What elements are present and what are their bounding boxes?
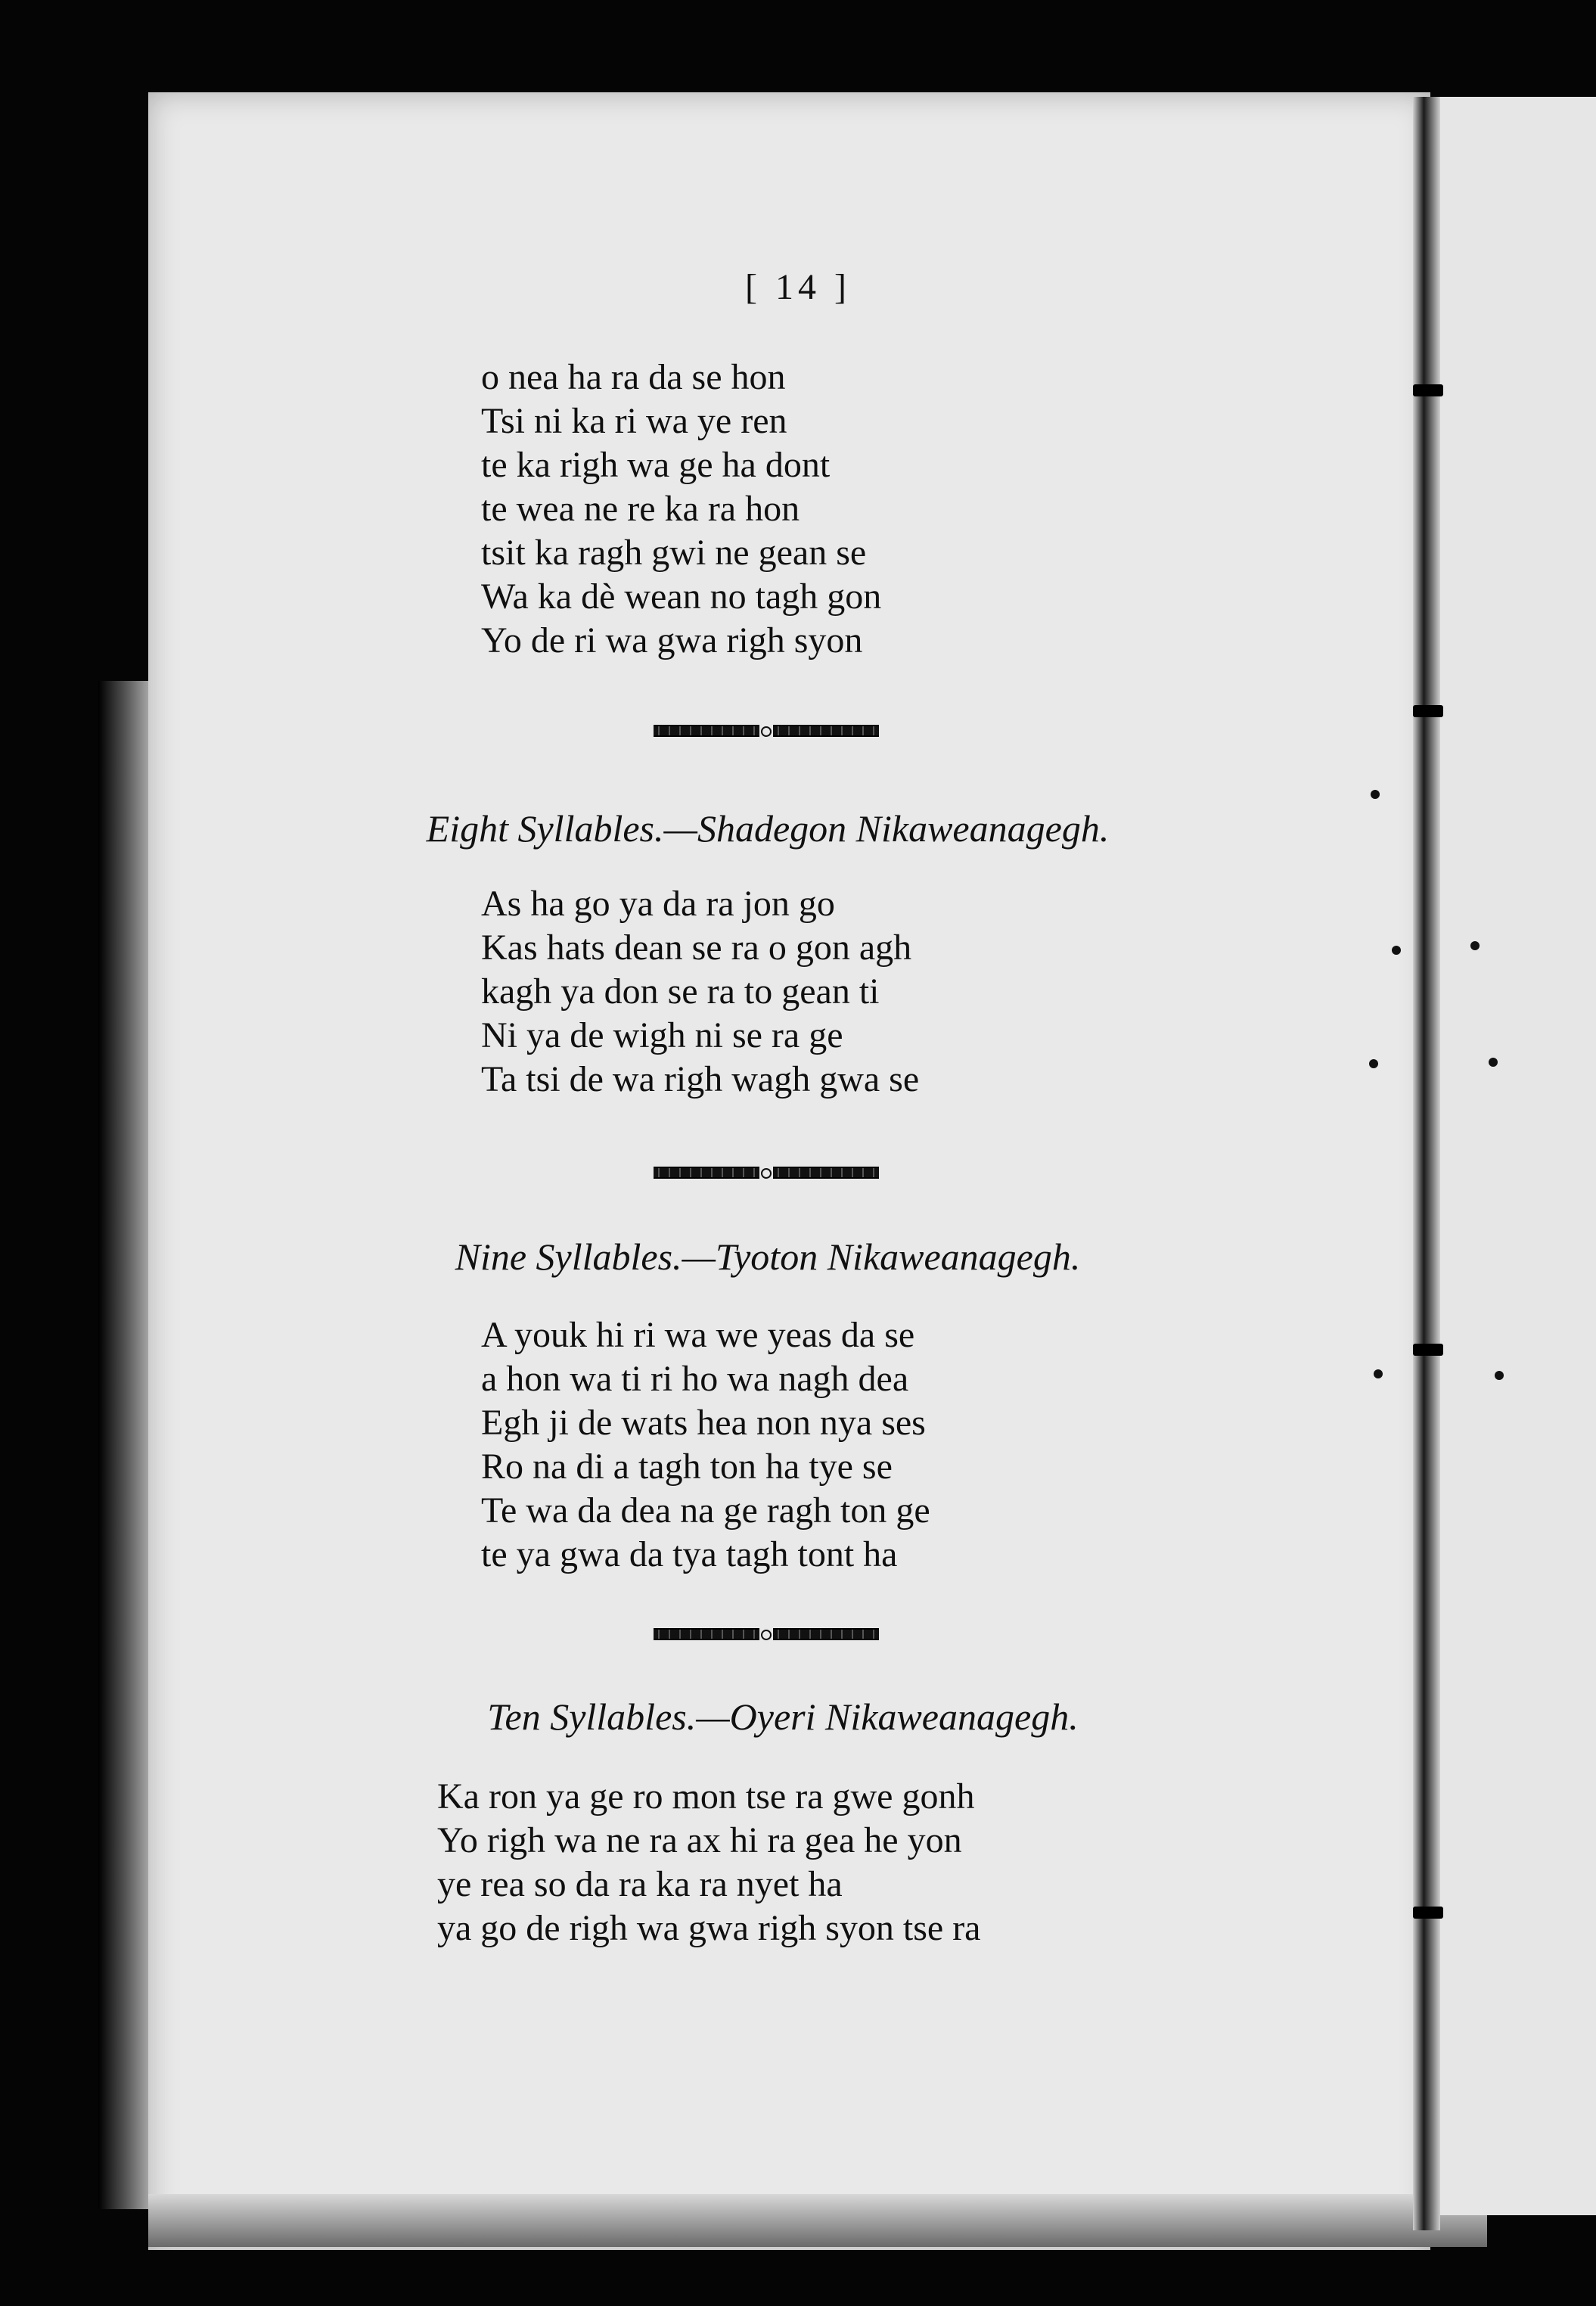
ink-speck: [1489, 1058, 1498, 1067]
section-heading: Eight Syllables.—Shadegon Nikaweanagegh.: [426, 807, 1110, 850]
verse-line: Te wa da dea na ge ragh ton ge: [481, 1490, 930, 1531]
verse-line: Ka ron ya ge ro mon tse ra gwe gonh: [437, 1776, 975, 1817]
ink-speck: [1495, 1371, 1504, 1380]
verse-line: As ha go ya da ra jon go: [481, 884, 835, 924]
verse-line: Yo de ri wa gwa righ syon: [481, 620, 863, 660]
ink-speck: [1374, 1369, 1383, 1378]
verse-line: Ni ya de wigh ni se ra ge: [481, 1015, 843, 1055]
verse-line: A youk hi ri wa we yeas da se: [481, 1315, 915, 1355]
verse-line: ya go de righ wa gwa righ syon tse ra: [437, 1908, 981, 1948]
verse-line: kagh ya don se ra to gean ti: [481, 971, 880, 1012]
verse-line: Yo righ wa ne ra ax hi ra gea he yon: [437, 1820, 962, 1860]
ornamental-rule: [654, 720, 879, 737]
ink-speck: [1371, 790, 1380, 799]
ink-speck: [1369, 1059, 1378, 1068]
verse-line: te ka righ wa ge ha dont: [481, 445, 831, 485]
binding-stitch: [1413, 705, 1443, 717]
page-number: [ 14 ]: [745, 267, 851, 307]
verse-block-3: [481, 1313, 930, 1577]
verse-line: o nea ha ra da se hon: [481, 357, 786, 397]
binding-stitch: [1413, 1344, 1443, 1356]
verse-line: te ya gwa da tya tagh tont ha: [481, 1534, 898, 1574]
verse-line: tsit ka ragh gwi ne gean se: [481, 533, 867, 573]
verse-line: Egh ji de wats hea non nya ses: [481, 1403, 926, 1443]
verse-line: Wa ka dè wean no tagh gon: [481, 576, 882, 617]
verse-line: Tsi ni ka ri wa ye ren: [481, 401, 787, 441]
verse-block-2: [481, 882, 919, 1102]
verse-line: a hon wa ti ri ho wa nagh dea: [481, 1359, 909, 1399]
ink-speck: [1392, 946, 1401, 955]
ink-speck: [1470, 941, 1480, 950]
verse-line: Kas hats dean se ra o gon agh: [481, 928, 912, 968]
verse-line: te wea ne re ka ra hon: [481, 489, 800, 529]
section-heading: Ten Syllables.—Oyeri Nikaweanagegh.: [487, 1695, 1079, 1738]
verse-line: Ro na di a tagh ton ha tye se: [481, 1447, 893, 1487]
verse-block-1: [481, 356, 881, 663]
verse-line: ye rea so da ra ka ra nyet ha: [437, 1864, 843, 1904]
section-heading: Nine Syllables.—Tyoton Nikaweanagegh.: [455, 1235, 1081, 1278]
verse-block-4: [437, 1775, 980, 1950]
binding-stitch: [1413, 1907, 1443, 1919]
ornamental-rule: [654, 1162, 879, 1179]
ornamental-rule: [654, 1624, 879, 1640]
verse-line: Ta tsi de wa righ wagh gwa se: [481, 1059, 920, 1099]
binding-stitch: [1413, 384, 1443, 396]
page-bottom-shadow: [148, 2194, 1487, 2247]
facing-page: [1433, 97, 1596, 2215]
